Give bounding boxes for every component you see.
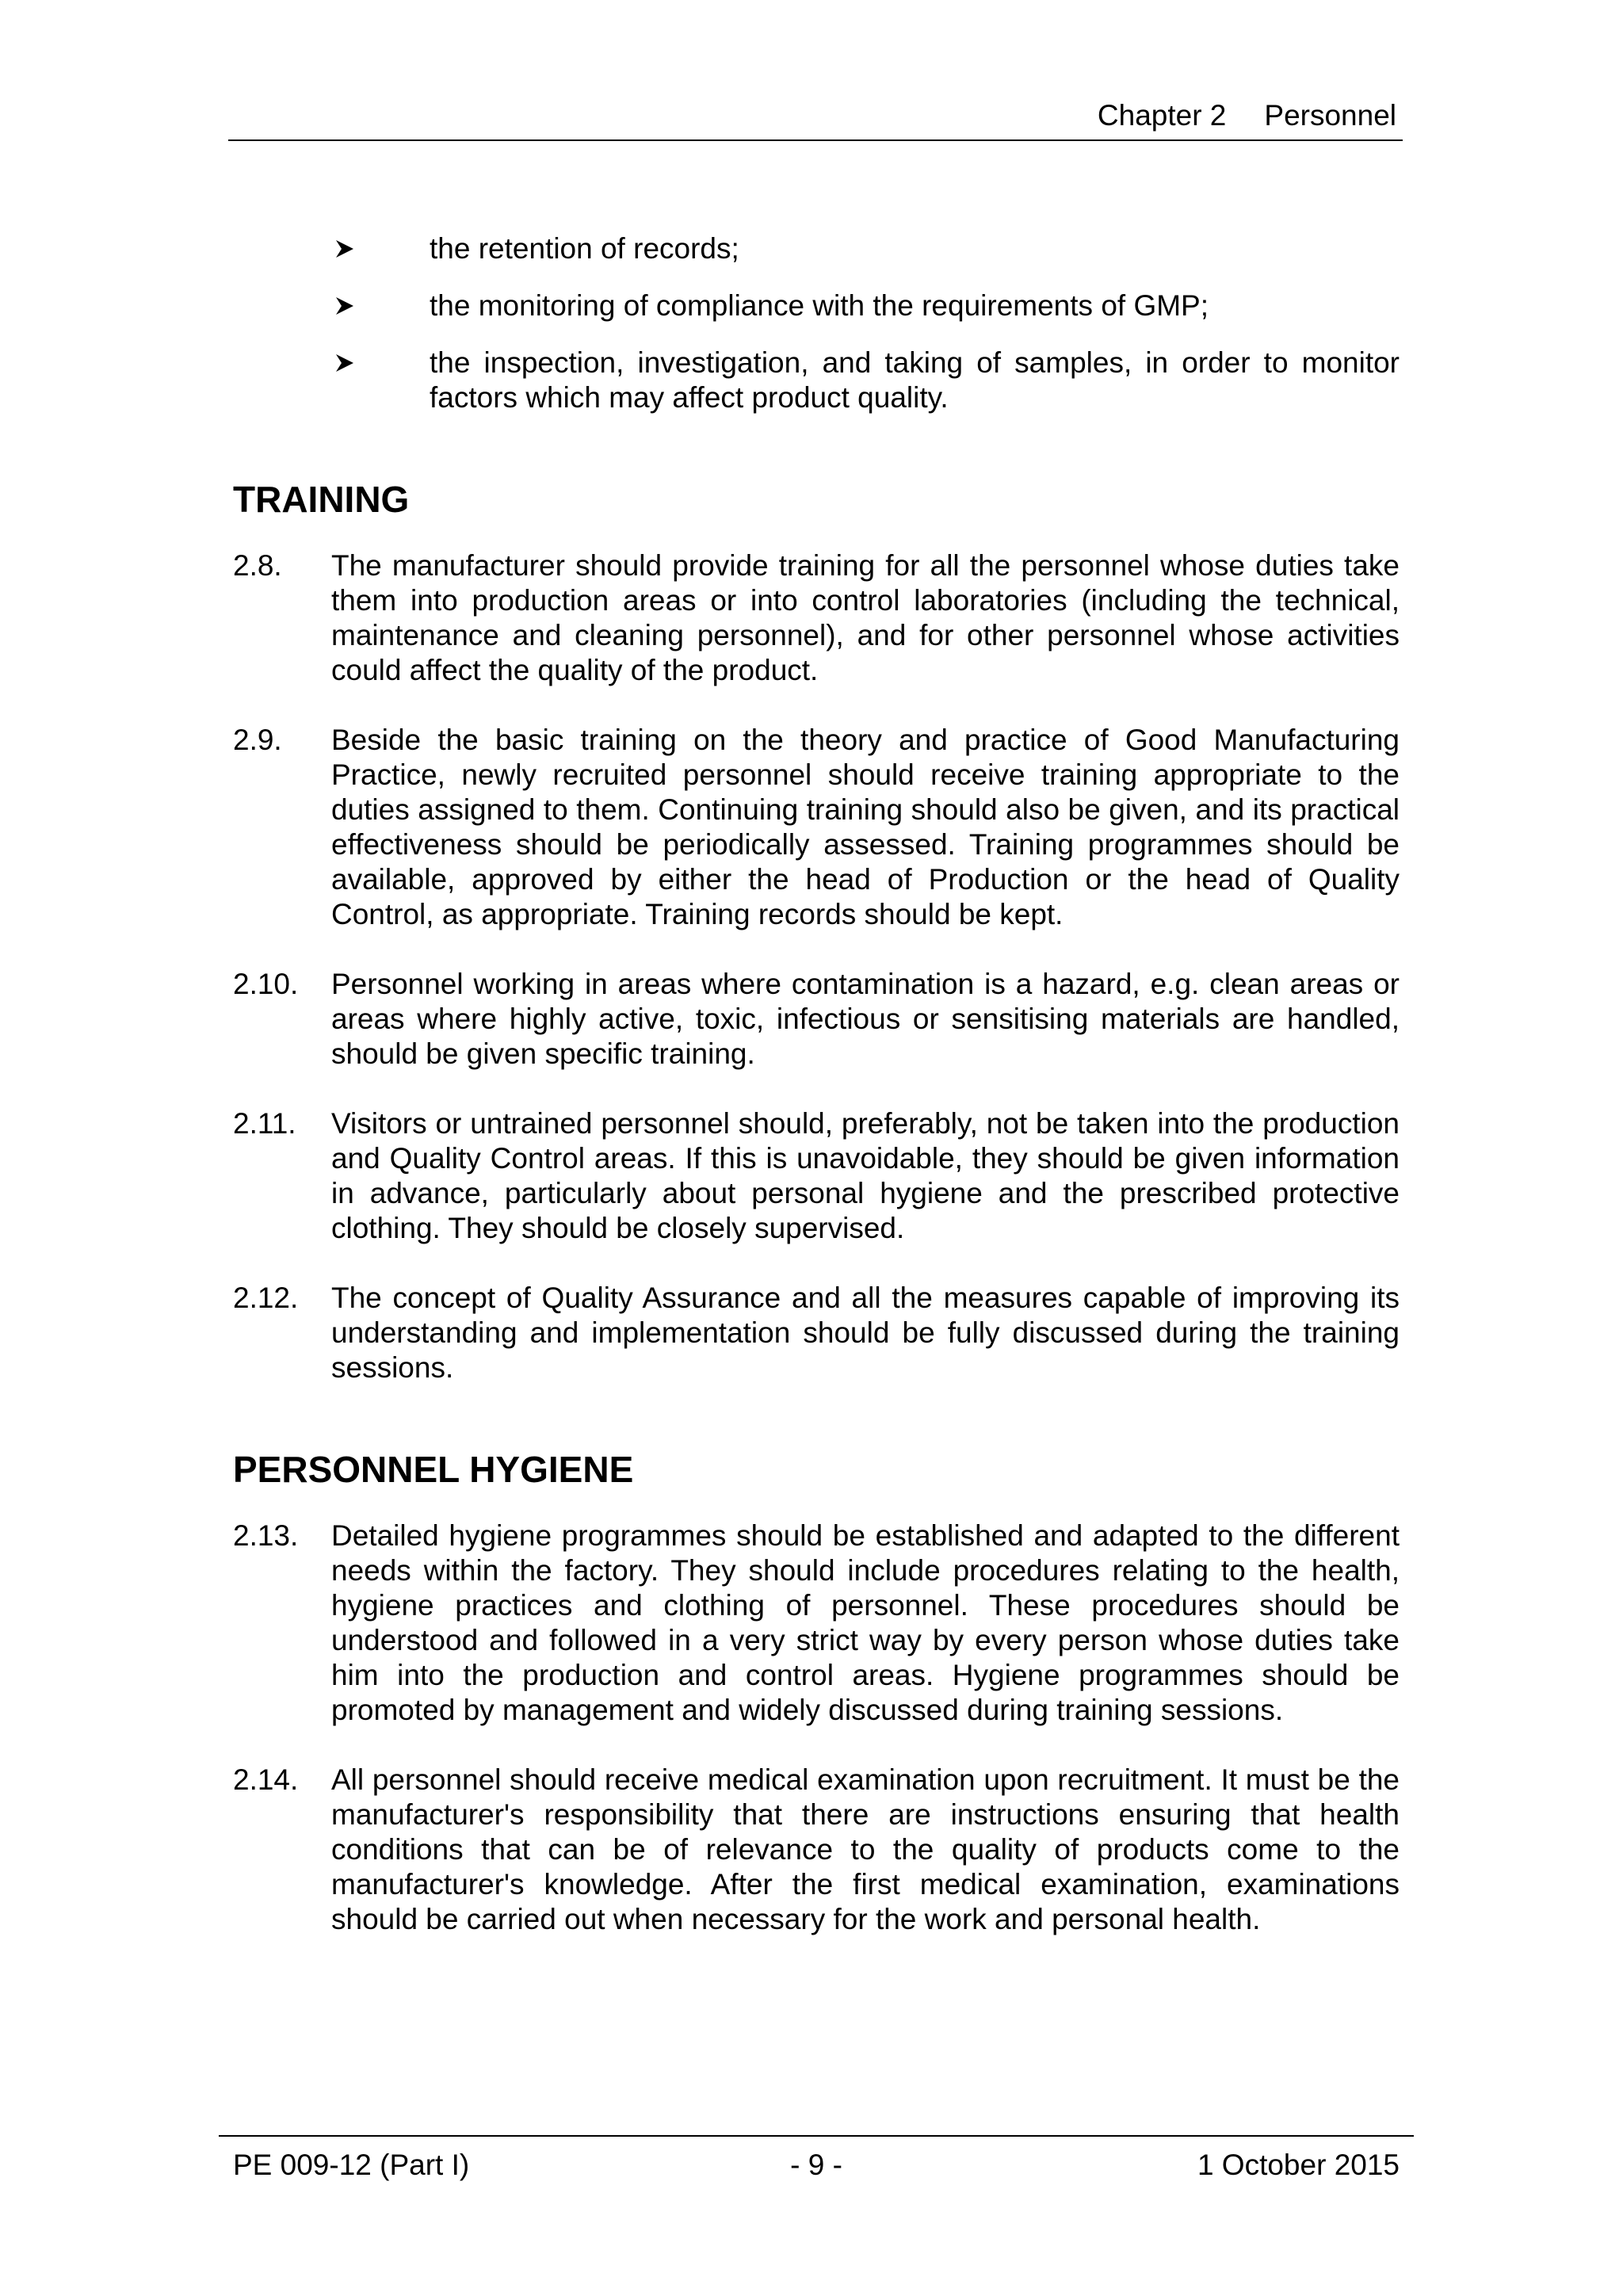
paragraph-2-8 <box>233 548 1400 688</box>
page-body <box>233 231 1400 1972</box>
footer-document-id: PE 009-12 (Part I) <box>233 2149 470 2181</box>
bullet-item <box>233 346 1400 415</box>
paragraph-text: The manufacturer should provide training for all the personnel whose duties take them into production areas or into control laboratories (including the technical, maintenance and cleaning personnel), and for other personnel whose activities could affect the quality of the product. <box>331 549 1400 686</box>
section-title-training: TRAINING <box>233 479 410 520</box>
section-title-personnel-hygiene: PERSONNEL HYGIENE <box>233 1449 634 1490</box>
bullet-text: the monitoring of compliance with the requirements of GMP; <box>430 289 1209 322</box>
paragraph-2-13 <box>233 1519 1400 1728</box>
paragraph-text: Visitors or untrained personnel should, preferably, not be taken into the production and Quality Control areas. If this is unavoidable, they should be given information in advance, particularly about personal hygiene and the prescribed protective clothing. They should be closely supervised. <box>331 1107 1400 1244</box>
header-chapter: Chapter 2 <box>1097 99 1227 132</box>
paragraph-2-10 <box>233 967 1400 1072</box>
paragraph-2-11 <box>233 1106 1400 1246</box>
paragraph-number: 2.11. <box>233 1107 296 1140</box>
footer-page-number: - 9 - <box>790 2149 842 2181</box>
page-footer <box>219 2135 1414 2184</box>
paragraph-text: Personnel working in areas where contamination is a hazard, e.g. clean areas or areas where highly active, toxic, infectious or sensitising materials are handled, should be given specific training. <box>331 968 1400 1070</box>
paragraph-2-14 <box>233 1763 1400 1937</box>
arrowhead-bullet-icon <box>334 346 358 372</box>
bullet-item <box>233 288 1400 323</box>
paragraph-2-9 <box>233 723 1400 932</box>
paragraph-number: 2.13. <box>233 1519 299 1552</box>
paragraph-2-12 <box>233 1281 1400 1385</box>
paragraph-number: 2.8. <box>233 549 282 582</box>
paragraph-number: 2.10. <box>233 968 299 1000</box>
paragraph-number: 2.14. <box>233 1763 299 1796</box>
bullet-list <box>233 231 1400 415</box>
arrowhead-bullet-icon <box>334 231 358 258</box>
paragraph-text: All personnel should receive medical examination upon recruitment. It must be the manufacturer's responsibility that there are instructions ensuring that health conditions that can be of relevance to the quality of products come to the manufacturer's knowledge. After the first medical examination, examinations should be carried out when necessary for the work and personal health. <box>331 1763 1400 1935</box>
footer-date: 1 October 2015 <box>1197 2149 1400 2181</box>
bullet-text: the inspection, investigation, and taking of samples, in order to monitor factors which may affect product quality. <box>430 346 1400 414</box>
paragraph-text: The concept of Quality Assurance and all the measures capable of improving its understanding and implementation should be fully discussed during the training sessions. <box>331 1282 1400 1384</box>
bullet-item <box>233 231 1400 266</box>
arrowhead-bullet-icon <box>334 288 358 315</box>
header-text <box>1098 98 1396 133</box>
paragraph-text: Beside the basic training on the theory and practice of Good Manufacturing Practice, newly recruited personnel should receive training appropriate to the duties assigned to them. Continuing training should also be given, and its practical effectiveness should be periodically assessed. Training programmes should be available, approved by either the head of Production or the head of Quality Control, as appropriate. Training records should be kept. <box>331 724 1400 930</box>
paragraph-number: 2.9. <box>233 724 282 756</box>
paragraph-text: Detailed hygiene programmes should be established and adapted to the different needs within the factory. They should include procedures relating to the health, hygiene practices and clothing of personnel. These procedures should be understood and followed in a very strict way by every person whose duties take him into the production and control areas. Hygiene programmes should be promoted by management and widely discussed during training sessions. <box>331 1519 1400 1726</box>
paragraph-number: 2.12. <box>233 1282 299 1314</box>
bullet-text: the retention of records; <box>430 232 739 265</box>
page-header <box>228 95 1403 141</box>
header-section: Personnel <box>1264 99 1396 132</box>
